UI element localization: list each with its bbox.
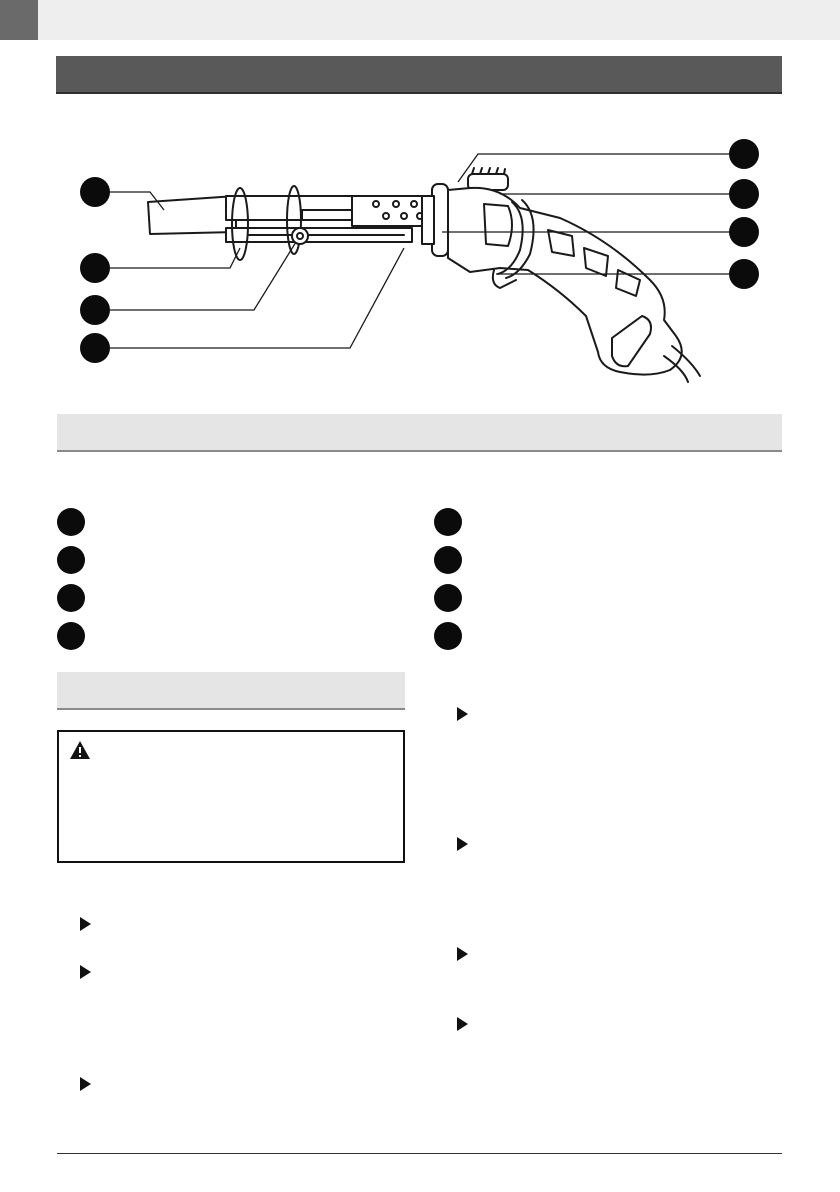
bullet-arrow-icon [457, 707, 468, 721]
legend-marker [57, 584, 85, 612]
callout-marker [80, 333, 110, 363]
bullet-arrow-icon [80, 965, 91, 979]
legend-marker [57, 546, 85, 574]
footer-rule [57, 1153, 782, 1154]
callout-marker [80, 295, 110, 325]
legend-marker [434, 546, 462, 574]
callout-marker [80, 177, 110, 207]
tool-drawing [0, 120, 840, 390]
product-illustration [0, 120, 840, 390]
legend-marker [434, 508, 462, 536]
legend-marker [434, 584, 462, 612]
bullet-arrow-icon [80, 1077, 91, 1091]
page-corner-tab [0, 0, 38, 40]
legend-marker [57, 508, 85, 536]
parts-heading-bar [57, 414, 782, 452]
bullet-arrow-icon [80, 917, 91, 931]
page-top-strip [0, 0, 840, 40]
callout-marker [80, 253, 110, 283]
callout-marker [729, 259, 759, 289]
bullet-arrow-icon [457, 837, 468, 851]
callout-marker [729, 217, 759, 247]
warning-box [57, 730, 405, 863]
bullet-arrow-icon [457, 1017, 468, 1031]
legend-marker [57, 622, 85, 650]
bullet-arrow-icon [457, 947, 468, 961]
subsection-heading-bar [57, 672, 405, 710]
warning-triangle-icon [69, 740, 91, 760]
section-title-bar [56, 56, 782, 94]
legend-marker [434, 622, 462, 650]
callout-marker [729, 179, 759, 209]
callout-marker [729, 139, 759, 169]
